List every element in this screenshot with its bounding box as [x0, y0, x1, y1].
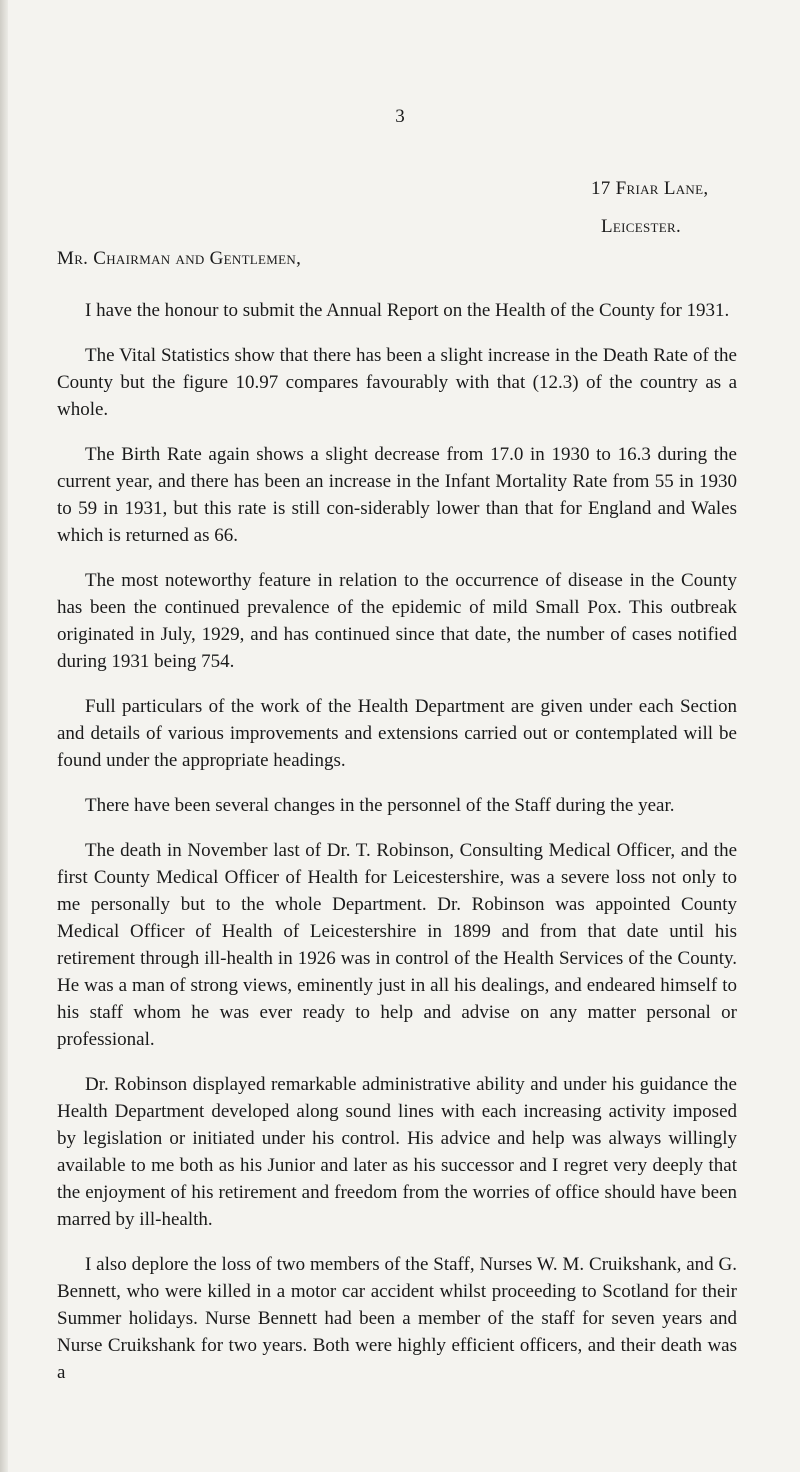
page-number: 3 [395, 106, 405, 127]
sender-address [591, 170, 708, 246]
paragraph-department-work: Full particulars of the work of the Health Department are given under each Section and details of various improvements and extensions carried out or contemplated will be found under the appropriate headings. [57, 696, 737, 771]
paragraph-nurses-loss: I also deplore the loss of two members of the Staff, Nurses W. M. Cruikshank, and G. Bennett, who were killed in a motor car accident whilst proceeding to Scotland for their Summer holidays. Nurse Bennett had been a member of the staff for seven years and Nurse Cruikshank for two years. Both were highly efficient officers, and their death was a [57, 1254, 737, 1383]
paragraph-birth-rate: The Birth Rate again shows a slight decrease from 17.0 in 1930 to 16.3 during the current year, and there has been an increase in the Infant Mortality Rate from 55 in 1930 to 59 in 1931, but this rate is still con-siderably lower than that for England and Wales which is returned as 66. [57, 444, 737, 546]
paragraph-dr-robinson-death: The death in November last of Dr. T. Robinson, Consulting Medical Officer, and the first County Medical Officer of Health for Leicestershire, was a severe loss not only to me personally but to the whole Department. Dr. Robinson was appointed County Medical Officer of Health of Leicestershire in 1899 and from that date until his retirement through ill-health in 1926 was in control of the Health Services of the County. He was a man of strong views, eminently just in all his dealings, and endeared himself to his staff whom he was ever ready to help and advise on any matter personal or professional. [57, 840, 737, 1050]
paragraph-staff-changes: There have been several changes in the personnel of the Staff during the year. [85, 795, 675, 816]
paragraph-small-pox: The most noteworthy feature in relation to the occurrence of disease in the County has been the continued prevalence of the epidemic of mild Small Pox. This outbreak originated in July, 1929, and has continued since that date, the number of cases notified during 1931 being 754. [57, 570, 737, 672]
paragraph-death-rate: The Vital Statistics show that there has been a slight increase in the Death Rate of the County but the figure 10.97 compares favourably with that (12.3) of the country as a whole. [57, 345, 737, 420]
letter-body [57, 297, 737, 1404]
paragraph-dr-robinson-ability: Dr. Robinson displayed remarkable administrative ability and under his guidance the Health Department developed along sound lines with each increasing activity imposed by legislation or initiated under his control. His advice and help was always willingly available to me both as his Junior and later as his successor and I regret very deeply that the enjoyment of his retirement and freedom from the worries of office should have been marred by ill-health. [57, 1074, 737, 1230]
paragraph-introduction: I have the honour to submit the Annual Report on the Health of the County for 1931. [85, 300, 730, 321]
address-line-city: Leicester. [601, 216, 682, 237]
page-edge-shadow [0, 0, 8, 1472]
salutation: Mr. Chairman and Gentlemen, [57, 248, 302, 269]
address-line-street: 17 Friar Lane, [591, 178, 709, 199]
